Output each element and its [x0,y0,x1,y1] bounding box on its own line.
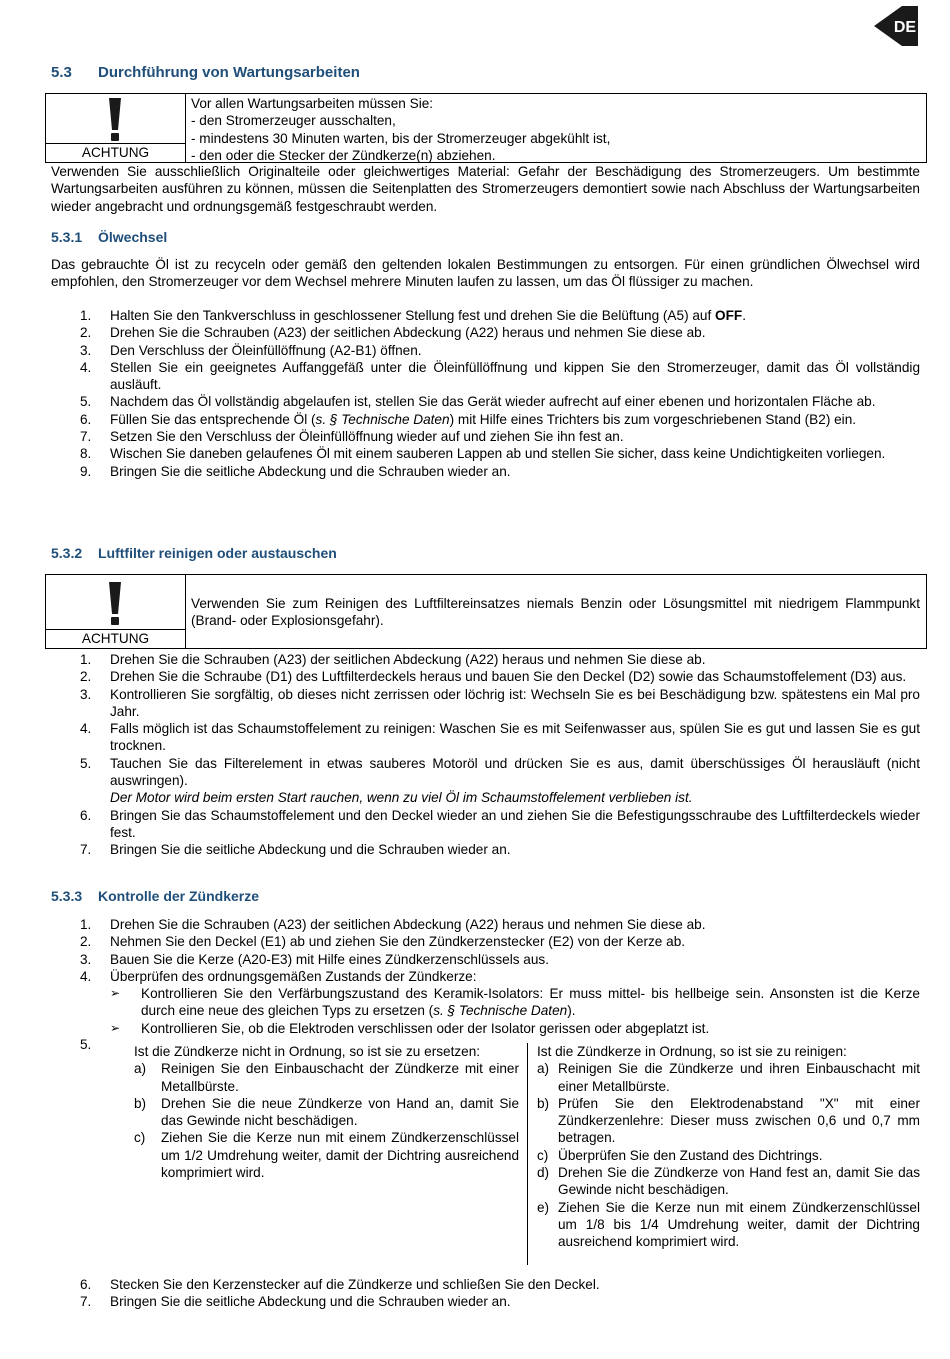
language-badge-text: DE [893,19,917,36]
section-heading [51,64,360,81]
language-badge-icon [872,4,920,48]
list-item: e) Ziehen Sie die Kerze nun mit einem Zündkerzenschlüssel um 1/8 bis 1/4 Umdrehung weiter, damit der Dichtring ausreichend komprimiert wird. [537,1199,920,1250]
subsection-number: 5.3.3 [51,888,83,904]
list-item: 8. Wischen Sie daneben gelaufenes Öl mit einem sauberen Lappen ab und stellen Sie sicher, dass keine Undichtigkeiten vorliegen. [80,446,886,462]
list-item: 1. Halten Sie den Tankverschluss in geschlossener Stellung fest und drehen Sie die Belüftung (A5) auf OFF. [80,308,747,323]
list-item: 2. Drehen Sie die Schrauben (A23) der seitlichen Abdeckung (A22) heraus und nehmen Sie diese ab. [80,325,706,341]
list-item: 5. Tauchen Sie das Filterelement in etwas sauberes Motoröl und drücken Sie es aus, damit überschüssiges Öl herausläuft (nicht auswringen). Der Motor wird beim ersten Start rauchen, wenn zu viel Öl im Schaumstoffelement verblieben ist. [80,755,920,806]
list-item: d) Drehen Sie die Zündkerze von Hand fest an, damit Sie das Gewinde nicht beschädigen. [537,1165,920,1198]
warning-line: Vor allen Wartungsarbeiten müssen Sie: [191,96,434,111]
warning-icon-cell [46,575,186,648]
list-item: b) Drehen Sie die neue Zündkerze von Hand an, damit Sie das Gewinde nicht beschädigen. [134,1095,519,1129]
subsection-heading [51,545,337,562]
list-item: 1. Drehen Sie die Schrauben (A23) der seitlichen Abdeckung (A22) heraus und nehmen Sie diese ab. [80,652,706,667]
subsection-number: 5.3.2 [51,545,83,561]
section-title: Durchführung von Wartungsarbeiten [98,64,360,81]
warning-text: Verwenden Sie zum Reinigen des Luftfiltereinsatzes niemals Benzin oder Lösungsmittel mit niedrigem Flammpunkt (Brand- oder Explosionsgefahr). [191,596,920,629]
final-steps [51,1276,920,1311]
warning-label: ACHTUNG [46,143,185,162]
warning-text [191,95,920,164]
note-text: Der Motor wird beim ersten Start rauchen, wenn zu viel Öl im Schaumstoffelement verblieben ist. [110,790,693,806]
list-item: 3. Den Verschluss der Öleinfüllöffnung (A2-B1) öffnen. [80,342,422,358]
list-item: 2. Drehen Sie die Schraube (D1) des Luftfilterdeckels heraus und bauen Sie den Deckel (D2) sowie das Schaumstoffelement (D3) aus. [80,669,907,685]
list-item: b) Prüfen Sie den Elektrodenabstand "X" mit einer Zündkerzenlehre: Dieser muss zwischen 0,6 und 0,7 mm betragen. [537,1095,920,1146]
section-number: 5.3 [51,64,72,81]
list-item: 7. Bringen Sie die seitliche Abdeckung und die Schrauben wieder an. [80,1294,511,1310]
intro-paragraph: Verwenden Sie ausschließlich Originalteile oder gleichwertiges Material: Gefahr der Beschädigung des Stromerzeugers. Um bestimmte Wartungsarbeiten ausführen zu können, müssen die Seitenplatten des Stromerzeugers demontiert sowie nach Abschluss der Wartungsarbeiten wieder angebracht und ordnungsgemäß festgeschraubt werden. [51,164,920,214]
list-item: 1. Drehen Sie die Schrauben (A23) der seitlichen Abdeckung (A22) heraus und nehmen Sie diese ab. [80,917,706,932]
list-item: 2. Nehmen Sie den Deckel (E1) ab und ziehen Sie den Zündkerzenstecker (E2) von der Kerze ab. [80,934,686,950]
subsection-title: Kontrolle der Zündkerze [98,888,260,904]
list-item: 3. Kontrollieren Sie sorgfältig, ob dieses nicht zerrissen oder löchrig ist: Wechseln Sie es bei Beschädigung bzw. spätestens ein Mal pro Jahr. [80,686,920,719]
subsection-title: Luftfilter reinigen oder austauschen [98,545,337,561]
warning-icon-cell [46,94,186,162]
clean-column [537,1043,920,1251]
list-item: 6. Stecken Sie den Kerzenstecker auf die Zündkerze und schließen Sie den Deckel. [80,1277,600,1292]
subsection-heading [51,229,167,246]
list-item: c) Überprüfen Sie den Zustand des Dichtrings. [537,1147,823,1163]
warning-line: - den oder die Stecker der Zündkerze(n) abziehen. [191,147,496,163]
list-item: 4. Falls möglich ist das Schaumstoffelement zu reinigen: Waschen Sie es mit Seifenwasser aus, spülen Sie es gut und lassen Sie es gut trocknen. [80,721,920,754]
arrow-bullet-icon: ➢ [110,986,121,1000]
check-bullets [110,985,920,1037]
exclamation-icon [107,96,123,142]
air-filter-steps [51,651,920,859]
clean-heading: Ist die Zündkerze in Ordnung, so ist sie zu reinigen: [537,1044,847,1059]
step-number: 5. [80,1037,92,1052]
list-item: 7. Setzen Sie den Verschluss der Öleinfüllöffnung wieder auf und ziehen Sie ihn fest an. [80,429,624,445]
spark-plug-steps [51,916,920,985]
subsection-title: Ölwechsel [98,229,168,245]
warning-box [45,574,927,649]
list-item: a) Reinigen Sie den Einbauschacht der Zündkerze mit einer Metallbürste. [134,1061,519,1094]
replace-heading: Ist die Zündkerze nicht in Ordnung, so ist sie zu ersetzen: [134,1044,481,1059]
bullet-item: ➢ Kontrollieren Sie, ob die Elektroden verschlissen oder der Isolator gerissen oder abgeplatzt ist. [110,1020,710,1036]
subsection-heading [51,888,259,905]
warning-line: - mindestens 30 Minuten warten, bis der Stromerzeuger abgekühlt ist, [191,130,611,146]
list-item: c) Ziehen Sie die Kerze nun mit einem Zündkerzenschlüssel um 1/2 Umdrehung weiter, damit der Dichtring ausreichend komprimiert wird. [134,1130,519,1181]
column-divider [527,1043,528,1265]
replace-column [128,1043,519,1181]
list-item: 5. Nachdem das Öl vollständig abgelaufen ist, stellen Sie das Gerät wieder aufrecht auf einer ebenen und horizontalen Fläche ab. [80,394,876,410]
list-item: 3. Bauen Sie die Kerze (A20-E3) mit Hilfe eines Zündkerzenschlüssels aus. [80,951,549,967]
list-item: 6. Bringen Sie das Schaumstoffelement und den Deckel wieder an und ziehen Sie die Befestigungsschraube des Luftfilterdeckels wieder fest. [80,807,920,840]
exclamation-icon [107,580,123,626]
arrow-bullet-icon: ➢ [110,1020,121,1035]
bullet-item: ➢ Kontrollieren Sie den Verfärbungszustand des Keramik-Isolators: Er muss mittel- bis hellbeige sein. Ansonsten ist die Kerze durch eine neue des gleichen Typs zu ersetzen (s. § Technische Daten). [110,986,920,1019]
list-item: a) Reinigen Sie die Zündkerze und ihren Einbauschacht mit einer Metallbürste. [537,1061,920,1094]
warning-label: ACHTUNG [46,629,185,648]
oil-steps [51,307,920,480]
subsection-number: 5.3.1 [51,229,83,245]
list-item: 9. Bringen Sie die seitliche Abdeckung und die Schrauben wieder an. [80,463,511,479]
warning-line: - den Stromerzeuger ausschalten, [191,113,396,129]
list-item: 4. Stellen Sie ein geeignetes Auffanggefäß unter die Öleinfüllöffnung und kippen Sie den Stromerzeuger, damit das Öl vollständig ausläuft. [80,359,920,393]
list-item: 6. Füllen Sie das entsprechende Öl (s. § Technische Daten) mit Hilfe eines Trichters bis zum vorgeschriebenen Stand (B2) ein. [80,411,857,427]
warning-box [45,93,927,163]
list-item: 7. Bringen Sie die seitliche Abdeckung und die Schrauben wieder an. [80,842,511,858]
list-item: 4. Überprüfen des ordnungsgemäßen Zustands der Zündkerze: [80,968,477,984]
oil-intro: Das gebrauchte Öl ist zu recyceln oder gemäß den geltenden lokalen Bestimmungen zu entsorgen. Für einen gründlichen Ölwechsel wird empfohlen, den Stromerzeuger vor dem Wechsel mehrere Minuten laufen zu lassen, um das Öl flüssiger zu machen. [51,257,920,290]
